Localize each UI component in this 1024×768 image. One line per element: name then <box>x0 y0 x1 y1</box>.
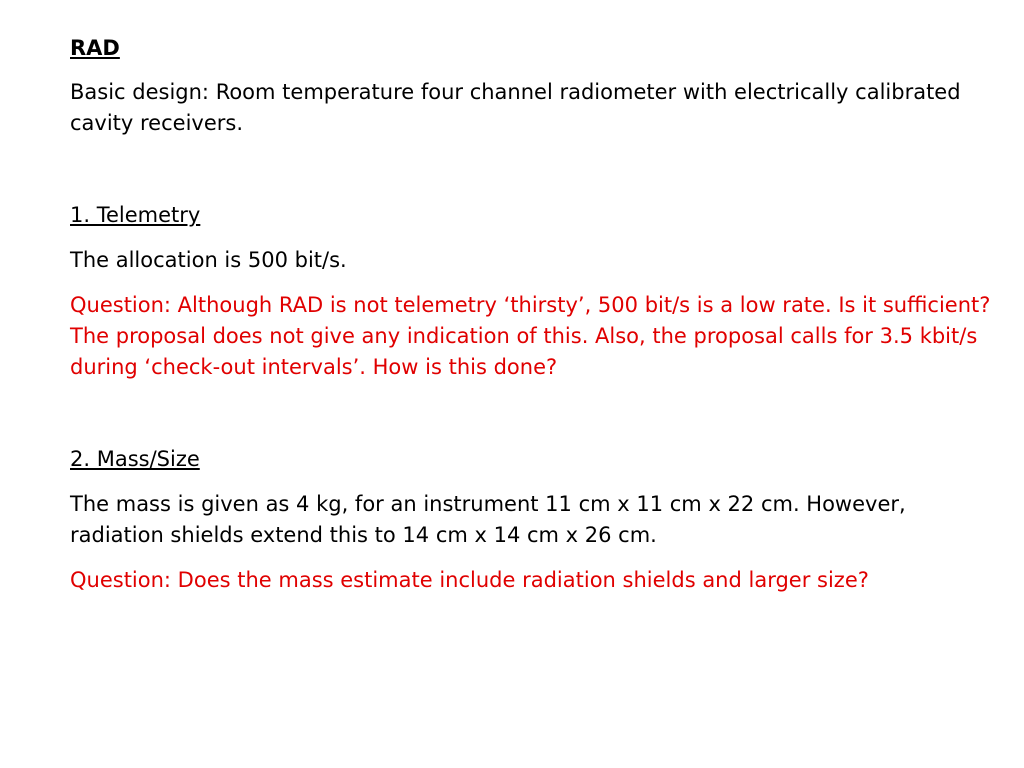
section-telemetry <box>70 200 1000 383</box>
section-statement: The allocation is 500 bit/s. <box>70 248 347 272</box>
section-statement: The mass is given as 4 kg, for an instrument 11 cm x 11 cm x 22 cm. However, radiation shields extend this to 14 cm x 14 cm x 26 cm. <box>70 492 906 547</box>
section-mass-size <box>70 444 1000 596</box>
section-question: Question: Does the mass estimate include radiation shields and larger size? <box>70 568 869 592</box>
spacer <box>70 153 1000 200</box>
section-question: Question: Although RAD is not telemetry ‘thirsty’, 500 bit/s is a low rate. Is it sufficient? The proposal does not give any indication of this. Also, the proposal calls for 3.5 kbit/s during ‘check-out intervals’. How is this done? <box>70 293 991 379</box>
slide-content <box>70 33 1000 610</box>
section-heading: 2. Mass/Size <box>70 447 200 471</box>
slide-title: RAD <box>70 36 120 60</box>
section-heading: 1. Telemetry <box>70 203 201 227</box>
spacer <box>70 397 1000 444</box>
basic-design-text: Basic design: Room temperature four channel radiometer with electrically calibrated cavity receivers. <box>70 80 961 135</box>
